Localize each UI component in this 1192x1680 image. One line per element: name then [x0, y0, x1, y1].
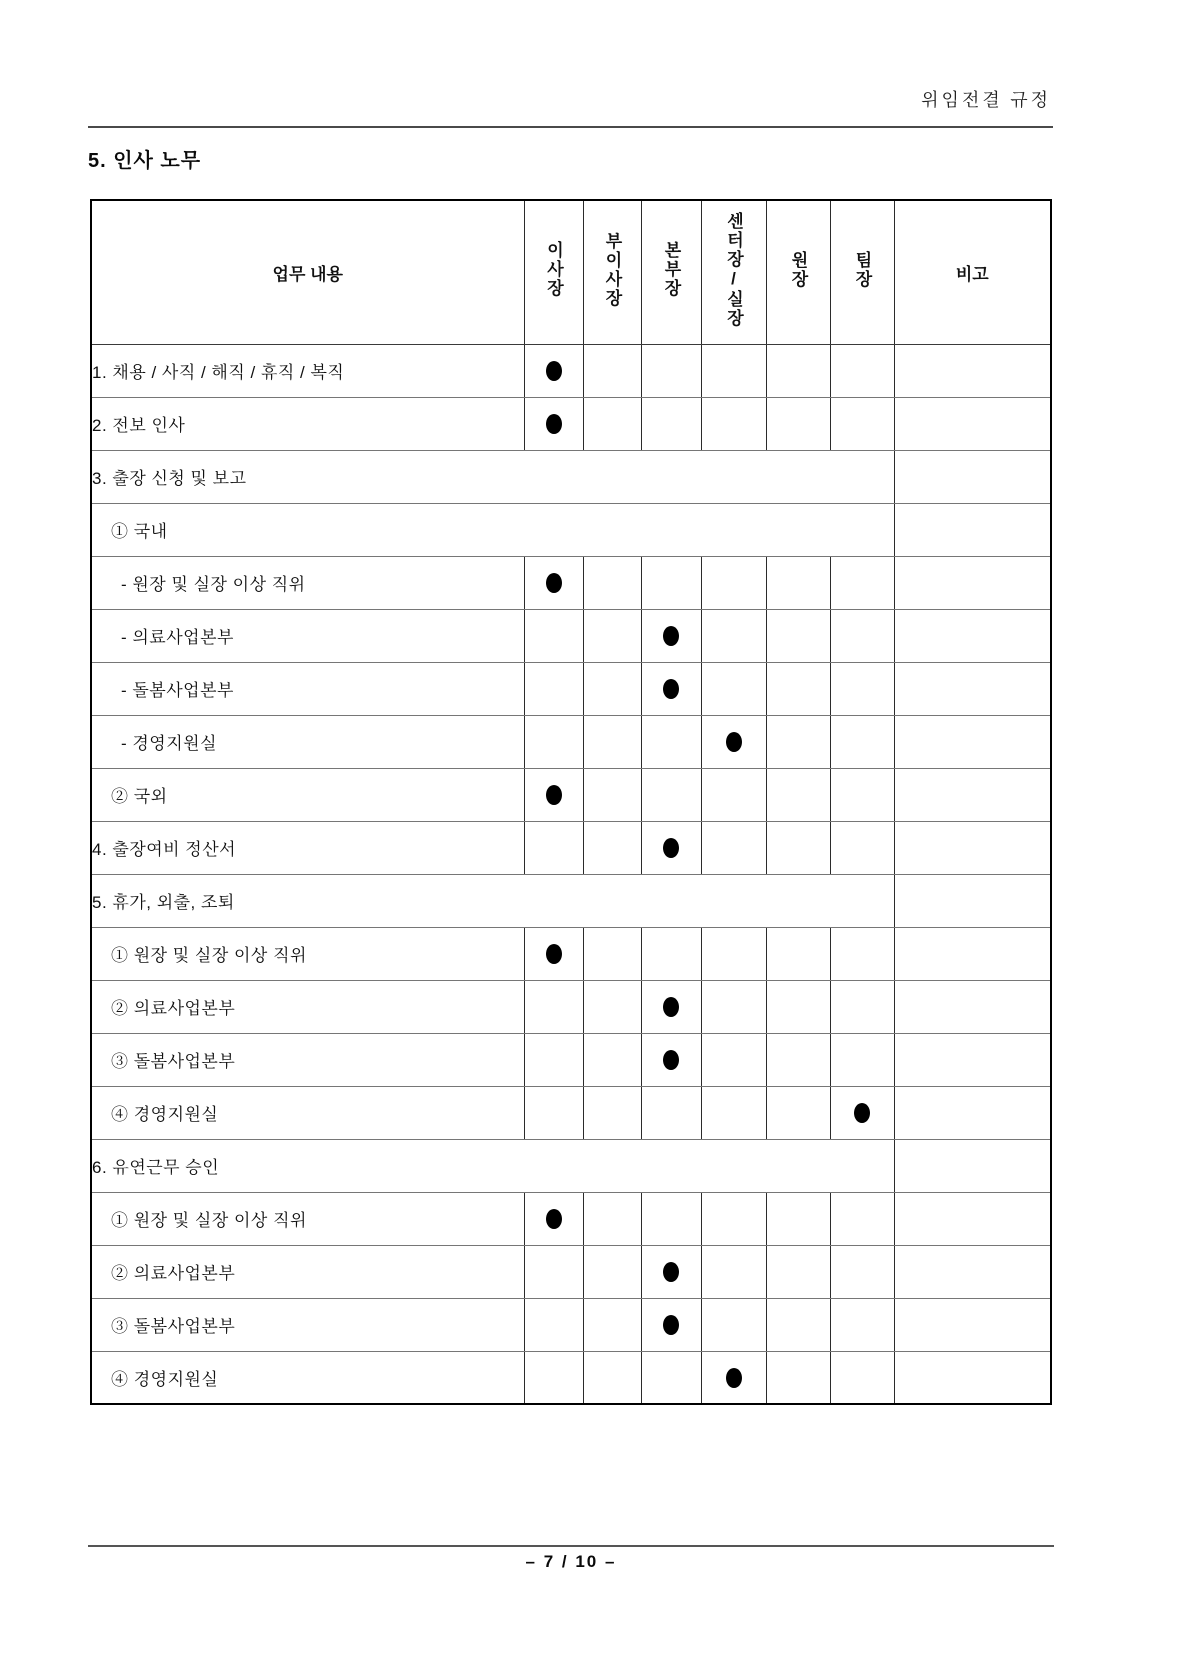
remark-cell [894, 768, 1051, 821]
table-body [91, 344, 1051, 1404]
row-label: ① 원장 및 실장 이상 직위 [91, 927, 524, 980]
remark-cell [894, 821, 1051, 874]
approval-cell [641, 556, 701, 609]
approval-cell [583, 344, 641, 397]
approval-cell [524, 1086, 583, 1139]
col-header-approver [766, 200, 830, 344]
remark-cell [894, 1033, 1051, 1086]
approval-cell [524, 1033, 583, 1086]
approval-dot-icon [546, 785, 562, 805]
approval-cell [641, 715, 701, 768]
approval-cell [766, 1351, 830, 1404]
table-row [91, 397, 1051, 450]
remark-cell [894, 662, 1051, 715]
table-row [91, 609, 1051, 662]
approval-cell [583, 1298, 641, 1351]
approval-cell [583, 1086, 641, 1139]
approval-cell [766, 1192, 830, 1245]
approval-cell [766, 1298, 830, 1351]
row-label: 4. 출장여비 정산서 [91, 821, 524, 874]
approval-cell [766, 397, 830, 450]
approval-dot-icon [726, 1368, 742, 1388]
approval-cell [524, 1245, 583, 1298]
remark-cell [894, 980, 1051, 1033]
approval-cell [701, 980, 766, 1033]
approval-cell [524, 556, 583, 609]
doc-header-title: 위임전결 규정 [921, 90, 1051, 110]
table-header-row [91, 200, 1051, 344]
approval-cell [701, 609, 766, 662]
row-label: - 돌봄사업본부 [91, 662, 524, 715]
remark-cell [894, 874, 1051, 927]
approval-cell [766, 556, 830, 609]
approval-cell [583, 1033, 641, 1086]
approval-cell [766, 1033, 830, 1086]
approval-cell [583, 1192, 641, 1245]
approval-cell [641, 980, 701, 1033]
approval-cell [701, 715, 766, 768]
approval-dot-icon [663, 1315, 679, 1335]
approver-header-label: 본부장 [661, 241, 681, 299]
page-number: – 7 / 10 – [525, 1552, 617, 1571]
approval-cell [766, 821, 830, 874]
approval-cell [583, 768, 641, 821]
approval-cell [766, 1086, 830, 1139]
approval-cell [641, 609, 701, 662]
table-row [91, 1245, 1051, 1298]
approval-cell [766, 768, 830, 821]
row-label: - 원장 및 실장 이상 직위 [91, 556, 524, 609]
table-row [91, 450, 1051, 503]
col-header-task: 업무 내용 [91, 200, 524, 344]
approval-cell [524, 768, 583, 821]
remark-cell [894, 1245, 1051, 1298]
approval-cell [701, 1033, 766, 1086]
table-row [91, 503, 1051, 556]
approval-cell [830, 980, 894, 1033]
col-header-remarks: 비고 [894, 200, 1051, 344]
approval-cell [701, 1245, 766, 1298]
col-header-approver [830, 200, 894, 344]
approval-cell [641, 1298, 701, 1351]
row-label: ② 의료사업본부 [91, 1245, 524, 1298]
approval-cell [583, 927, 641, 980]
approval-cell [701, 927, 766, 980]
approval-cell [641, 768, 701, 821]
table-row [91, 980, 1051, 1033]
approval-cell [766, 662, 830, 715]
col-header-approver [524, 200, 583, 344]
approval-cell [830, 344, 894, 397]
row-label: 2. 전보 인사 [91, 397, 524, 450]
table-row [91, 1139, 1051, 1192]
approver-header-label: 센터장/실장 [724, 211, 743, 328]
remark-cell [894, 927, 1051, 980]
approval-cell [701, 1192, 766, 1245]
approval-dot-icon [663, 997, 679, 1017]
approval-cell [701, 1351, 766, 1404]
approval-dot-icon [546, 414, 562, 434]
row-label: ④ 경영지원실 [91, 1086, 524, 1139]
table-row [91, 556, 1051, 609]
approval-cell [641, 1351, 701, 1404]
remark-cell [894, 1086, 1051, 1139]
approval-cell [830, 556, 894, 609]
remark-cell [894, 609, 1051, 662]
approval-cell [641, 927, 701, 980]
approval-cell [830, 1086, 894, 1139]
section-title: 5. 인사 노무 [88, 150, 202, 172]
footer-rule [88, 1545, 1054, 1547]
approval-dot-icon [663, 626, 679, 646]
approver-header-label: 원장 [788, 250, 808, 289]
approval-cell [583, 715, 641, 768]
approver-header-label: 부이사장 [602, 231, 622, 308]
approval-cell [830, 1192, 894, 1245]
approval-cell [701, 344, 766, 397]
approval-cell [583, 397, 641, 450]
approval-cell [583, 662, 641, 715]
approval-cell [524, 980, 583, 1033]
approval-dot-icon [663, 679, 679, 699]
approval-cell [524, 662, 583, 715]
approval-cell [766, 1245, 830, 1298]
approval-cell [641, 1033, 701, 1086]
remark-cell [894, 1298, 1051, 1351]
table-row [91, 768, 1051, 821]
approval-cell [830, 397, 894, 450]
approval-cell [583, 1245, 641, 1298]
approval-cell [583, 609, 641, 662]
table-row [91, 662, 1051, 715]
approval-cell [766, 715, 830, 768]
approval-dot-icon [546, 1209, 562, 1229]
approval-cell [641, 344, 701, 397]
approval-cell [524, 1298, 583, 1351]
approval-cell [583, 556, 641, 609]
approval-cell [701, 1086, 766, 1139]
approval-cell [641, 821, 701, 874]
approval-cell [524, 609, 583, 662]
approval-dot-icon [546, 944, 562, 964]
approval-cell [830, 1033, 894, 1086]
row-label: 3. 출장 신청 및 보고 [91, 450, 894, 503]
remark-cell [894, 556, 1051, 609]
remark-cell [894, 450, 1051, 503]
row-label: - 경영지원실 [91, 715, 524, 768]
approval-cell [701, 768, 766, 821]
approval-cell [524, 821, 583, 874]
remark-cell [894, 1351, 1051, 1404]
col-header-approver [583, 200, 641, 344]
approval-dot-icon [663, 1262, 679, 1282]
approval-cell [583, 1351, 641, 1404]
approver-header-label: 팀장 [852, 250, 872, 289]
approval-cell [524, 1351, 583, 1404]
remark-cell [894, 344, 1051, 397]
approval-cell [701, 1298, 766, 1351]
approval-cell [766, 344, 830, 397]
approval-cell [830, 768, 894, 821]
approval-dot-icon [854, 1103, 870, 1123]
col-header-approver [701, 200, 766, 344]
table-row [91, 715, 1051, 768]
approval-cell [766, 927, 830, 980]
remark-cell [894, 397, 1051, 450]
approval-dot-icon [663, 838, 679, 858]
approval-cell [641, 1086, 701, 1139]
table-row [91, 821, 1051, 874]
col-header-approver [641, 200, 701, 344]
approval-cell [830, 1351, 894, 1404]
table-row [91, 1033, 1051, 1086]
approval-dot-icon [546, 361, 562, 381]
approval-dot-icon [546, 573, 562, 593]
table-row [91, 1298, 1051, 1351]
approval-cell [701, 556, 766, 609]
remark-cell [894, 1139, 1051, 1192]
row-label: ③ 돌봄사업본부 [91, 1033, 524, 1086]
delegation-table [90, 199, 1052, 1405]
approval-cell [766, 980, 830, 1033]
approval-cell [524, 344, 583, 397]
approval-cell [830, 662, 894, 715]
table-row [91, 1192, 1051, 1245]
table-row [91, 874, 1051, 927]
header-rule [88, 126, 1053, 128]
approval-cell [524, 1192, 583, 1245]
table-row [91, 927, 1051, 980]
row-label: 1. 채용 / 사직 / 해직 / 휴직 / 복직 [91, 344, 524, 397]
row-label: - 의료사업본부 [91, 609, 524, 662]
approval-cell [830, 821, 894, 874]
approval-cell [830, 1298, 894, 1351]
row-label: ① 원장 및 실장 이상 직위 [91, 1192, 524, 1245]
doc-header [88, 86, 1051, 112]
row-label: 6. 유연근무 승인 [91, 1139, 894, 1192]
approval-cell [766, 609, 830, 662]
approval-cell [830, 715, 894, 768]
approval-cell [524, 715, 583, 768]
approval-dot-icon [726, 732, 742, 752]
table-row [91, 344, 1051, 397]
approval-cell [583, 980, 641, 1033]
approval-cell [830, 1245, 894, 1298]
row-label: ② 국외 [91, 768, 524, 821]
approval-cell [641, 397, 701, 450]
approval-cell [701, 662, 766, 715]
remark-cell [894, 1192, 1051, 1245]
approval-dot-icon [663, 1050, 679, 1070]
table-row [91, 1351, 1051, 1404]
approval-cell [641, 1245, 701, 1298]
approval-cell [830, 927, 894, 980]
approval-cell [641, 1192, 701, 1245]
approver-header-label: 이사장 [544, 241, 563, 299]
row-label: ② 의료사업본부 [91, 980, 524, 1033]
row-label: ④ 경영지원실 [91, 1351, 524, 1404]
row-label: 5. 휴가, 외출, 조퇴 [91, 874, 894, 927]
approval-cell [583, 821, 641, 874]
approval-cell [701, 397, 766, 450]
remark-cell [894, 503, 1051, 556]
row-label: ① 국내 [91, 503, 894, 556]
remark-cell [894, 715, 1051, 768]
approval-cell [641, 662, 701, 715]
approval-cell [524, 397, 583, 450]
approval-cell [701, 821, 766, 874]
approval-cell [830, 609, 894, 662]
table-row [91, 1086, 1051, 1139]
row-label: ③ 돌봄사업본부 [91, 1298, 524, 1351]
approval-cell [524, 927, 583, 980]
